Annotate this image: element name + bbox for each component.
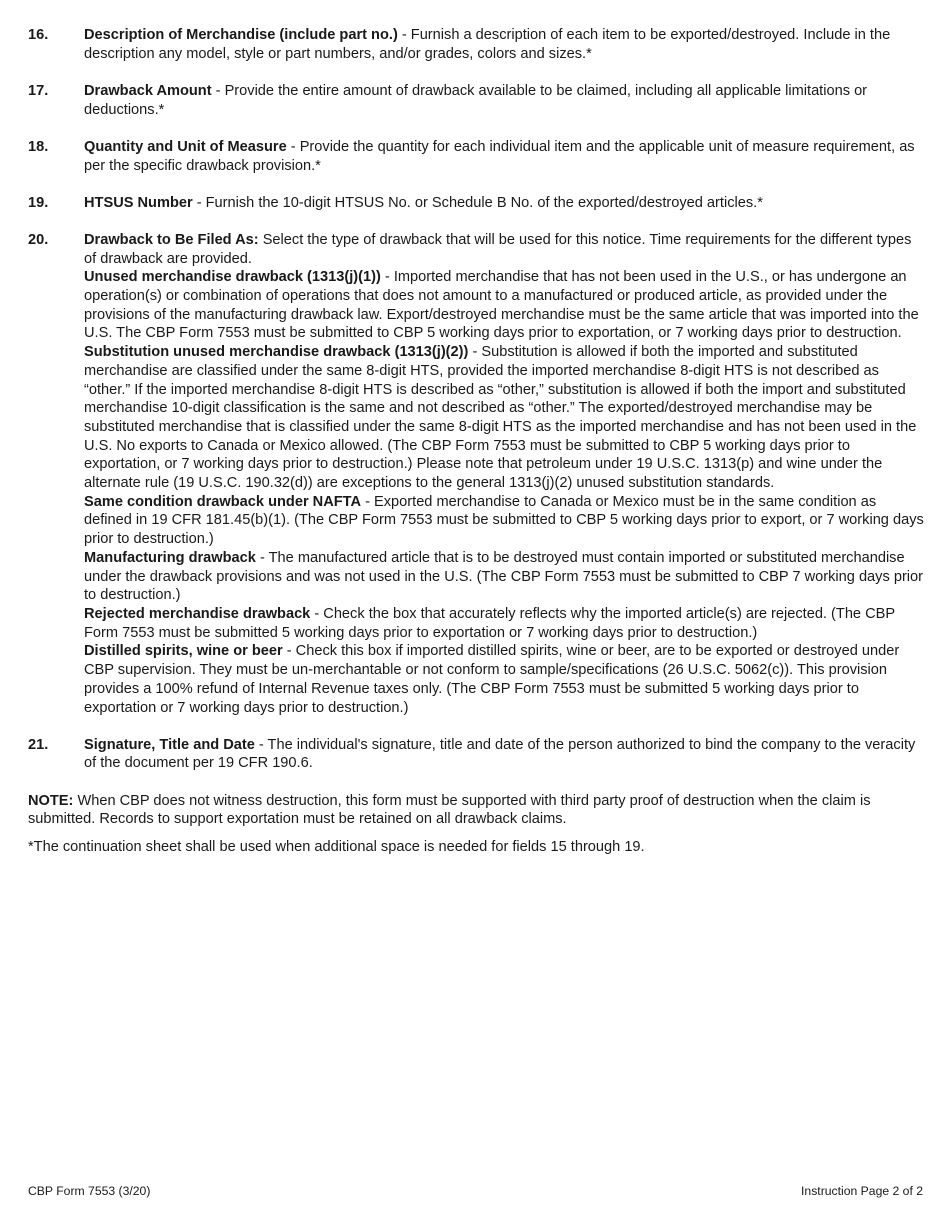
item-description <box>84 26 924 63</box>
subitem-heading: Substitution unused merchandise drawback (1313(j)(2)) <box>84 344 469 361</box>
item-heading: Drawback to Be Filed As: <box>84 231 259 248</box>
subitem-text: - Check the box that accurately reflects why the imported article(s) are rejected. (The CBP Form 7553 must be submitted 5 working days prior to exportation or 7 working days prior to destruction.) <box>84 605 895 641</box>
subitem-same-condition-nafta <box>84 493 924 549</box>
item-number: 17. <box>28 82 49 99</box>
item-heading: Quantity and Unit of Measure <box>84 138 287 155</box>
subitem-heading: Manufacturing drawback <box>84 549 256 566</box>
item-text: - Provide the quantity for each individual item and the applicable unit of measure requirement, as per the specific drawback provision.* <box>84 138 915 174</box>
item-number: 19. <box>28 194 49 211</box>
item-body <box>84 736 924 773</box>
page-number: Instruction Page 2 of 2 <box>801 1184 923 1198</box>
item-17 <box>28 82 924 119</box>
note <box>28 792 924 829</box>
subitem-heading: Same condition drawback under NAFTA <box>84 493 362 510</box>
item-number: 21. <box>28 736 49 753</box>
item-heading: Drawback Amount <box>84 82 212 99</box>
item-heading: HTSUS Number <box>84 194 193 211</box>
item-body <box>84 138 924 175</box>
item-body <box>84 26 924 63</box>
item-body <box>84 194 924 213</box>
item-body <box>84 82 924 119</box>
subitem-distilled-spirits <box>84 642 924 717</box>
item-19 <box>28 194 924 213</box>
item-21 <box>28 736 924 773</box>
item-description <box>84 736 924 773</box>
item-text: - Furnish a description of each item to be exported/destroyed. Include in the description any model, style or part numbers, and/or grades, colors and sizes.* <box>84 27 891 62</box>
subitem-text: - Imported merchandise that has not been used in the U.S., or has undergone an operation(s) or combination of operations that does not amount to a manufactured or produced article, as provided under the provisions of the manufacturing drawback law. Export/destroyed merchandise must be the same article that was imported into the U.S. The CBP Form 7553 must be submitted to CBP 5 working days prior to exportation, or 7 working days prior to destruction. <box>84 269 919 342</box>
footnote: *The continuation sheet shall be used when additional space is needed for fields 15 through 19. <box>28 839 645 856</box>
item-heading: Description of Merchandise (include part no.) <box>84 27 398 43</box>
item-heading: Signature, Title and Date <box>84 736 255 753</box>
subitem-heading: Rejected merchandise drawback <box>84 605 311 622</box>
item-18 <box>28 138 924 175</box>
subitem-unused-merchandise <box>84 268 924 343</box>
form-id: CBP Form 7553 (3/20) <box>28 1184 151 1198</box>
item-number: 16. <box>28 27 49 43</box>
subitem-text: - Exported merchandise to Canada or Mexico must be in the same condition as defined in 19 CFR 181.45(b)(1). (The CBP Form 7553 must be submitted to CBP 5 working days prior to export, or 7 working days prior to destruction.) <box>84 493 924 548</box>
instruction-page <box>28 26 924 857</box>
item-description <box>84 231 924 268</box>
note-label: NOTE: <box>28 792 74 809</box>
item-text: - Furnish the 10-digit HTSUS No. or Schedule B No. of the exported/destroyed articles.* <box>192 194 763 211</box>
subitem-heading: Unused merchandise drawback (1313(j)(1)) <box>84 269 381 286</box>
page-footer <box>28 1184 923 1199</box>
item-16 <box>28 26 924 63</box>
item-20 <box>28 231 924 717</box>
note-text: When CBP does not witness destruction, this form must be supported with third party proof of destruction when the claim is submitted. Records to support exportation must be retained on all drawback claims. <box>28 792 871 828</box>
subitem-heading: Distilled spirits, wine or beer <box>84 643 283 660</box>
item-description <box>84 82 924 119</box>
subitem-substitution-unused <box>84 343 924 493</box>
item-number: 18. <box>28 138 49 155</box>
subitem-manufacturing <box>84 549 924 605</box>
subitem-text: - Substitution is allowed if both the imported and substituted merchandise are classified under the same 8-digit HTS, provided the imported merchandise 8-digit HTS is not described as “other.” If the imported merchandise 8-digit HTS is described as “other,” substitution is allowed if both the import and substituted merchandise 10-digit classification is the same and not described as “other.” The exported/destroyed merchandise may be substituted merchandise that is classified under the same 8-digit HTS as the imported merchandise and has not been used in the U.S. No exports to Canada or Mexico allowed. (The CBP Form 7553 must be submitted to CBP 5 working days prior to exportation, or 7 working days prior to destruction.) Please note that petroleum under 19 U.S.C. 1313(p) and wine under the alternate rule (19 U.S.C. 190.32(d)) are exceptions to the general 1313(j)(2) unused substitution standards. <box>84 344 917 492</box>
item-number: 20. <box>28 231 49 248</box>
subitem-text: - The manufactured article that is to be destroyed must contain imported or substituted merchandise under the drawback provisions and was not used in the U.S. (The CBP Form 7553 must be submitted to CBP 7 working days prior to destruction.) <box>84 549 924 604</box>
item-description <box>84 194 924 213</box>
item-text: - Provide the entire amount of drawback available to be claimed, including all applicable limitations or deductions.* <box>84 82 868 118</box>
item-description <box>84 138 924 175</box>
item-text: Select the type of drawback that will be used for this notice. Time requirements for the different types of drawback are provided. <box>84 231 912 267</box>
subitem-rejected-merchandise <box>84 605 924 642</box>
item-text: - The individual's signature, title and date of the person authorized to bind the company to the veracity of the document per 19 CFR 190.6. <box>84 736 916 772</box>
item-body <box>84 231 924 717</box>
subitem-text: - Check this box if imported distilled spirits, wine or beer, are to be exported or destroyed under CBP supervision. They must be un-merchantable or not conform to sample/specifications (26 U.S.C. 5062(c)). This provision provides a 100% refund of Internal Revenue taxes only. (The CBP Form 7553 must be submitted 5 working days prior to exportation or 7 working days prior to destruction.) <box>84 643 900 716</box>
